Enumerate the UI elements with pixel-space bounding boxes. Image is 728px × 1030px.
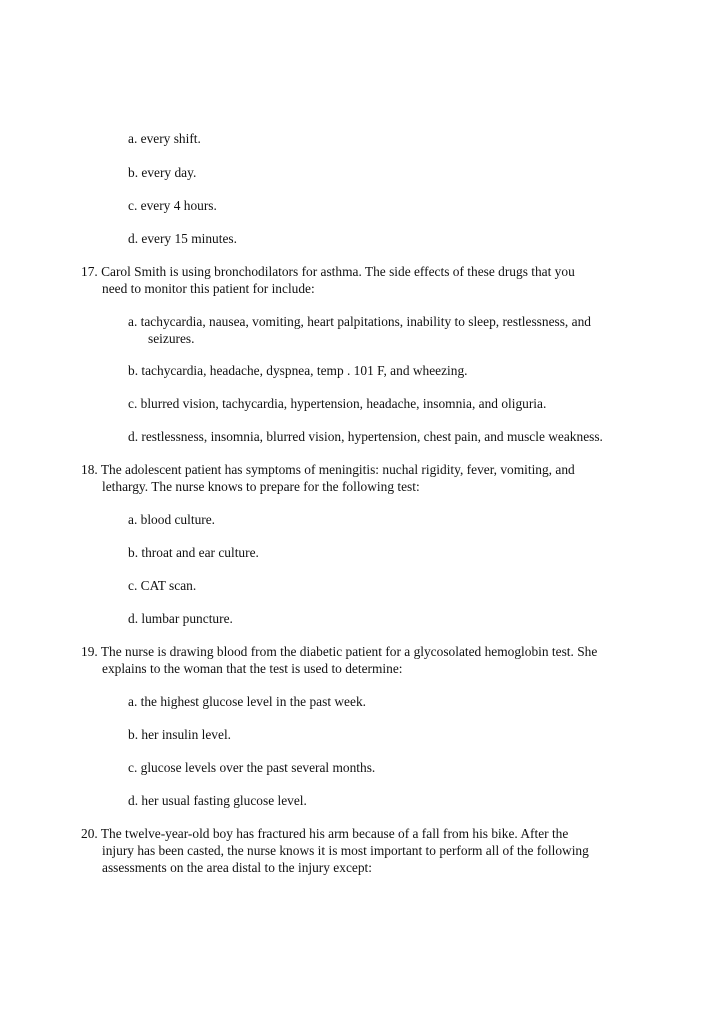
option-17-c: c. blurred vision, tachycardia, hypertension, headache, insomnia, and oliguria. <box>128 396 547 411</box>
option-19-b: b. her insulin level. <box>128 727 232 742</box>
question-20-line-1: 20. The twelve-year-old boy has fractured his arm because of a fall from his bike. After the <box>81 826 569 841</box>
question-20-line-2: injury has been casted, the nurse knows it is most important to perform all of the following <box>102 843 589 858</box>
question-17-line-2: need to monitor this patient for include: <box>102 281 315 296</box>
question-20-line-3: assessments on the area distal to the injury except: <box>102 860 372 875</box>
option-prev-a: a. every shift. <box>128 131 201 146</box>
option-prev-b: b. every day. <box>128 165 197 180</box>
question-18-line-1: 18. The adolescent patient has symptoms of meningitis: nuchal rigidity, fever, vomiting, and <box>81 462 575 477</box>
option-17-a: a. tachycardia, nausea, vomiting, heart palpitations, inability to sleep, restlessness, and <box>128 314 591 329</box>
option-17-b: b. tachycardia, headache, dyspnea, temp . 101 F, and wheezing. <box>128 363 468 378</box>
option-19-a: a. the highest glucose level in the past week. <box>128 694 366 709</box>
option-18-d: d. lumbar puncture. <box>128 611 233 626</box>
question-18-line-2: lethargy. The nurse knows to prepare for the following test: <box>102 479 420 494</box>
question-17-line-1: 17. Carol Smith is using bronchodilators for asthma. The side effects of these drugs that you <box>81 264 575 279</box>
option-prev-d: d. every 15 minutes. <box>128 231 237 246</box>
question-19-line-2: explains to the woman that the test is used to determine: <box>102 661 403 676</box>
option-18-a: a. blood culture. <box>128 512 216 527</box>
option-17-a-cont: seizures. <box>148 331 195 346</box>
option-17-d: d. restlessness, insomnia, blurred vision, hypertension, chest pain, and muscle weakness. <box>128 429 603 444</box>
option-prev-c: c. every 4 hours. <box>128 198 217 213</box>
option-19-d: d. her usual fasting glucose level. <box>128 793 307 808</box>
option-18-b: b. throat and ear culture. <box>128 545 259 560</box>
question-19-line-1: 19. The nurse is drawing blood from the diabetic patient for a glycosolated hemoglobin test. She <box>81 644 598 659</box>
option-19-c: c. glucose levels over the past several months. <box>128 760 376 775</box>
option-18-c: c. CAT scan. <box>128 578 197 593</box>
